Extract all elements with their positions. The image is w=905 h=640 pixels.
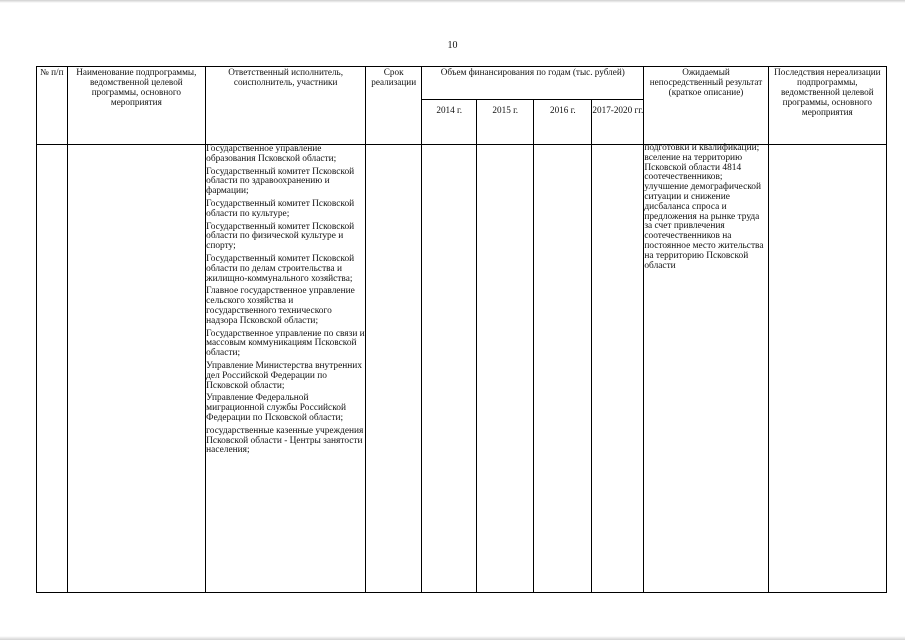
cell-funding-2016 [534,145,592,593]
header-year-2017-2020: 2017-2020 гг. [592,100,644,145]
header-expected-result: Ожидаемый непосредственный результат (краткое описание) [644,67,768,145]
page-number: 10 [447,40,458,51]
responsible-item: Государственный комитет Псковской области по здравоохранению и фармации; [206,166,355,197]
header-term: Срок реализации [366,67,422,145]
header-year-2014: 2014 г. [422,100,477,145]
cell-program-name [67,145,206,593]
table-row [37,145,887,593]
header-year-2016: 2016 г. [534,100,592,145]
cell-term [366,145,422,593]
responsible-item: Государственное управление образования Псковской области; [206,144,337,164]
responsible-item: Государственный комитет Псковской области по делам строительства и жилищно-коммунального хозяйства; [206,253,355,284]
cell-responsible [206,145,366,593]
scan-edge-bottom [0,636,905,640]
cell-number [37,145,68,593]
scan-edge-top [0,0,905,3]
cell-funding-2017-2020 [592,145,644,593]
responsible-item: Управление Министерства внутренних дел Российской Федерации по Псковской области; [206,360,363,391]
header-financing: Объем финансирования по годам (тыс. рублей) [422,67,644,100]
cell-funding-2014 [422,145,477,593]
responsible-item: Государственный комитет Псковской области по культуре; [206,198,355,219]
header-program-name: Наименование подпрограммы, ведомственной целевой программы, основного мероприятия [67,67,206,145]
cell-consequences [768,145,886,593]
header-year-2015: 2015 г. [477,100,534,145]
header-consequences: Последствия нереализации подпрограммы, ведомственной целевой программы, основного мероприятия [768,67,886,145]
expected-result-text: подготовки и квалификации; вселение на территорию Псковской области 4814 соотечественников; улучшение демографической ситуации и снижение дисбаланса спроса и предложения на рынке труда за счет привлечения соотечественников на постоянное место жительства на территорию Псковской области [644,143,764,271]
responsible-item: государственные казенные учреждения Псковской области - Центры занятости населения; [206,425,364,456]
responsible-item: Государственный комитет Псковской области по физической культуре и спорту; [206,221,355,252]
header-responsible: Ответственный исполнитель, соисполнитель, участники [206,67,366,145]
header-number: № п/п [37,67,68,145]
responsible-item: Главное государственное управление сельского хозяйства и государственного технического надзора Псковской области; [206,286,355,326]
responsible-item: Управление Федеральной миграционной службы Российской Федерации по Псковской области; [206,393,346,423]
program-activities-table [36,66,887,593]
cell-expected-result [644,145,768,593]
cell-funding-2015 [477,145,534,593]
responsible-item: Государственное управление по связи и массовым коммуникациям Псковской области; [206,328,365,359]
